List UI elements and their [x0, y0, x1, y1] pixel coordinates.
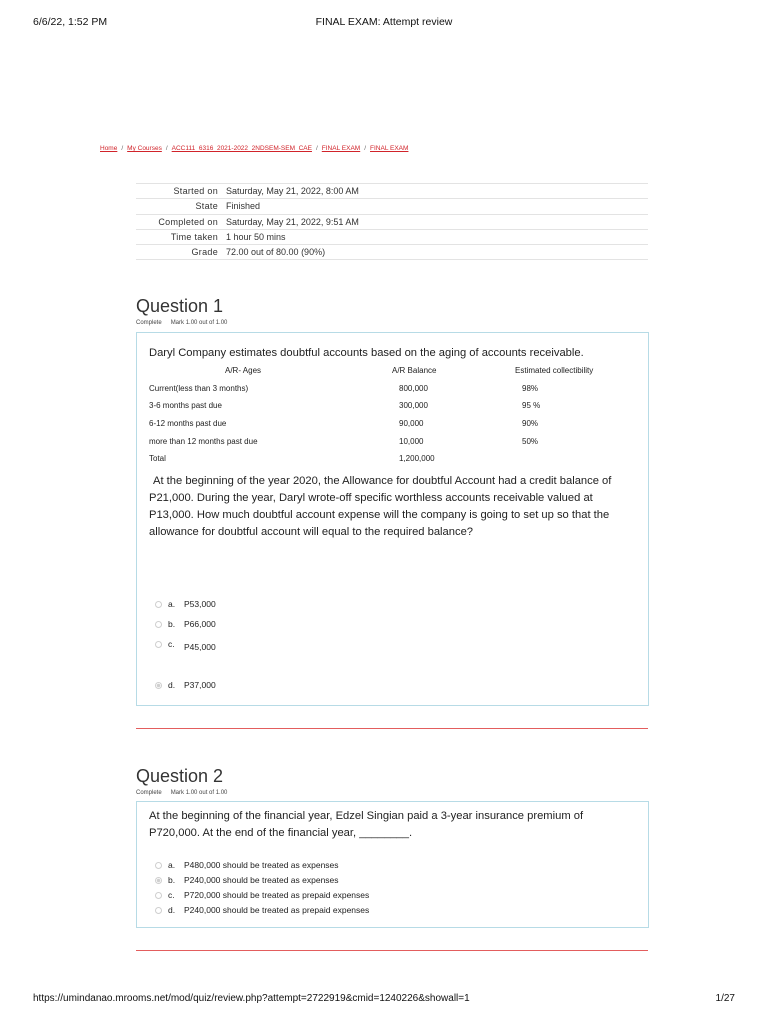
aging-cell: 1,200,000: [399, 454, 435, 464]
summary-value: 1 hour 50 mins: [226, 232, 286, 243]
print-page-number: 1/27: [715, 993, 735, 1004]
radio-button[interactable]: [155, 892, 162, 899]
option-text: P53,000: [184, 599, 216, 609]
aging-table-header: [149, 366, 619, 384]
option-text: P66,000: [184, 619, 216, 629]
summary-label: Started on: [173, 186, 218, 197]
aging-table-row: [149, 419, 619, 437]
aging-table-total-row: [149, 454, 619, 472]
breadcrumb-quiz-link[interactable]: FINAL EXAM: [370, 145, 409, 152]
summary-value: Finished: [226, 201, 261, 212]
radio-button[interactable]: [155, 862, 162, 869]
aging-header-ages: A/R- Ages: [225, 366, 262, 375]
aging-cell: 95 %: [522, 401, 541, 411]
answer-option-c[interactable]: [155, 890, 369, 900]
aging-cell: 800,000: [399, 383, 428, 393]
option-text: P37,000: [184, 680, 216, 690]
aging-header-collectibility: Estimated collectibility: [515, 366, 594, 375]
breadcrumb-course-link[interactable]: ACC111_6316_2021-2022_2NDSEM-SEM_CAE: [171, 145, 312, 152]
aging-table-row: [149, 384, 619, 402]
question-status: Complete: [136, 790, 162, 796]
summary-row-state: [136, 199, 648, 214]
option-letter: d.: [168, 680, 176, 690]
aging-table-row: [149, 437, 619, 455]
question-1-box: [136, 332, 649, 706]
option-letter: b.: [168, 619, 176, 629]
answer-option-b[interactable]: [155, 619, 216, 629]
radio-button-selected[interactable]: [155, 682, 162, 689]
option-text: P240,000 should be treated as prepaid expenses: [184, 905, 370, 915]
option-letter: c.: [168, 639, 175, 649]
question-1-meta: [136, 320, 227, 326]
option-text: P45,000: [184, 642, 216, 652]
breadcrumb-separator: /: [315, 145, 318, 152]
attempt-summary-table: [136, 183, 648, 260]
breadcrumb-section-link[interactable]: FINAL EXAM: [321, 145, 361, 152]
question-2-meta: [136, 790, 227, 796]
question-status: Complete: [136, 320, 162, 326]
summary-label: Completed on: [158, 216, 218, 227]
aging-header-balance: A/R Balance: [392, 366, 437, 375]
answer-option-a[interactable]: [155, 599, 216, 609]
summary-row-started: [136, 184, 648, 199]
summary-value: Saturday, May 21, 2022, 9:51 AM: [226, 216, 359, 227]
aging-table: [149, 366, 619, 472]
aging-cell: 300,000: [399, 401, 428, 411]
summary-label: Time taken: [170, 232, 218, 243]
question-divider: [136, 950, 648, 951]
aging-cell: Total: [149, 454, 166, 464]
question-2-body: At the beginning of the financial year, Edzel Singian paid a 3-year insurance premium of P720,000. At the end of the financial year, ________.: [149, 810, 584, 839]
question-1-title: Question 1: [136, 296, 224, 316]
answer-option-b[interactable]: [155, 875, 339, 885]
radio-button[interactable]: [155, 907, 162, 914]
breadcrumb-my-courses-link[interactable]: My Courses: [127, 145, 162, 152]
print-header: [33, 16, 735, 30]
aging-cell: Current(less than 3 months): [149, 383, 249, 393]
answer-option-d[interactable]: [155, 905, 369, 915]
aging-cell: 50%: [522, 436, 539, 446]
summary-row-time-taken: [136, 229, 648, 244]
question-2-box: [136, 801, 649, 928]
aging-cell: 10,000: [399, 436, 424, 446]
summary-label: Grade: [191, 247, 218, 258]
aging-cell: more than 12 months past due: [149, 436, 258, 446]
print-page-title: FINAL EXAM: Attempt review: [315, 16, 453, 28]
summary-row-grade: [136, 245, 648, 260]
breadcrumb-separator: /: [121, 145, 124, 152]
breadcrumb-separator: /: [165, 145, 168, 152]
radio-button[interactable]: [155, 601, 162, 608]
answer-option-a[interactable]: [155, 860, 339, 870]
print-url: https://umindanao.mrooms.net/mod/quiz/review.php?attempt=2722919&cmid=1240226&showall=1: [33, 993, 470, 1004]
aging-table-row: [149, 401, 619, 419]
question-divider: [136, 728, 648, 729]
aging-cell: 98%: [522, 383, 539, 393]
radio-button[interactable]: [155, 621, 162, 628]
question-1-body: At the beginning of the year 2020, the Allowance for doubtful Account had a credit balance of P21,000. During the year, Daryl wrote-off specific worthless accounts receivable valued at P13,000. How much doubtful account expense will the company is going to set up so that the allowance for doubtful account will equal to the required balance?: [149, 475, 612, 538]
aging-cell: 3-6 months past due: [149, 401, 222, 411]
answer-option-c[interactable]: [155, 639, 216, 652]
summary-value: Saturday, May 21, 2022, 8:00 AM: [226, 186, 359, 197]
option-letter: a.: [168, 599, 176, 609]
question-2-title: Question 2: [136, 766, 224, 786]
summary-label: State: [195, 201, 218, 212]
option-letter: d.: [168, 905, 176, 915]
aging-cell: 90,000: [399, 419, 424, 429]
option-letter: a.: [168, 860, 176, 870]
aging-cell: 90%: [522, 419, 539, 429]
breadcrumb-separator: /: [364, 145, 367, 152]
option-letter: c.: [168, 890, 175, 900]
summary-value: 72.00 out of 80.00 (90%): [226, 247, 326, 258]
question-mark: Mark 1.00 out of 1.00: [170, 790, 228, 796]
option-text: P720,000 should be treated as prepaid expenses: [184, 890, 370, 900]
question-1-intro: Daryl Company estimates doubtful accounts based on the aging of accounts receivable.: [149, 347, 584, 359]
answer-option-d[interactable]: [155, 680, 216, 690]
breadcrumb-home-link[interactable]: Home: [100, 145, 118, 152]
breadcrumb: [100, 145, 408, 152]
radio-button[interactable]: [155, 641, 162, 648]
question-mark: Mark 1.00 out of 1.00: [170, 320, 228, 326]
print-datetime: 6/6/22, 1:52 PM: [33, 16, 108, 28]
radio-button-selected[interactable]: [155, 877, 162, 884]
print-footer: [33, 993, 735, 1007]
option-text: P480,000 should be treated as expenses: [184, 860, 339, 870]
option-letter: b.: [168, 875, 176, 885]
aging-cell: 6-12 months past due: [149, 419, 227, 429]
summary-row-completed: [136, 214, 648, 229]
option-text: P240,000 should be treated as expenses: [184, 875, 339, 885]
